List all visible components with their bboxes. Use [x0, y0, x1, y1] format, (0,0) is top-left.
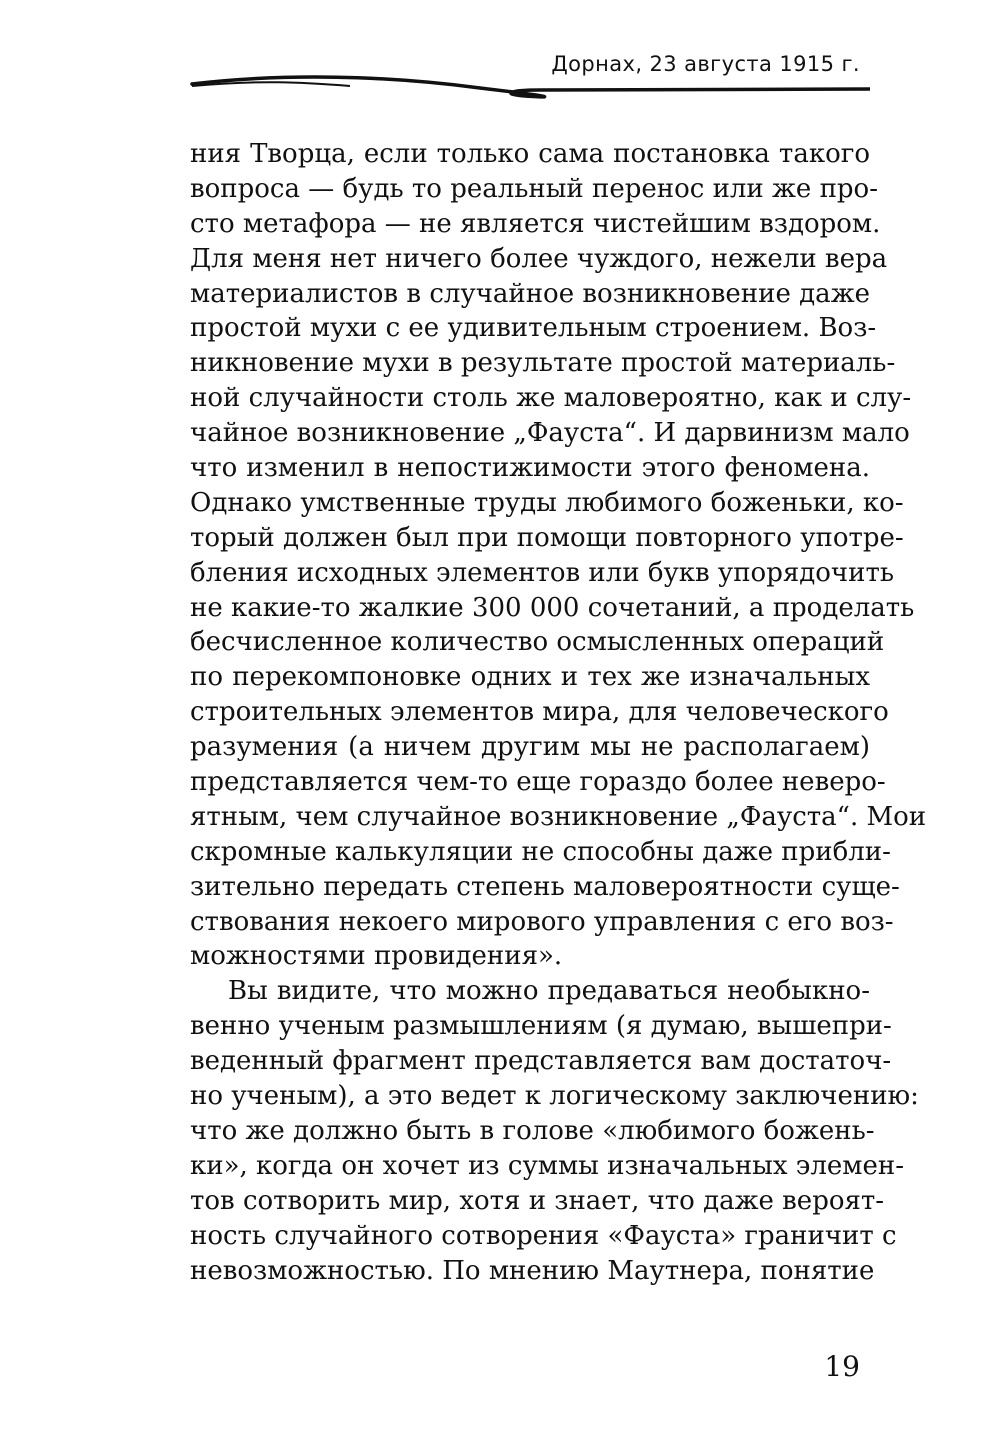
text-line: веденный фрагмент представляется вам достаточ- — [190, 1046, 892, 1077]
text-line: ятным, чем случайное возникновение „Фауста“. Мои — [190, 801, 927, 832]
text-line: вопроса — будь то реальный перенос или же про- — [190, 173, 878, 204]
header-swash-rule — [180, 72, 870, 102]
text-line: зительно передать степень маловероятности суще- — [190, 871, 900, 902]
page-number: 19 — [824, 1350, 860, 1383]
text-line: сто метафора — не является чистейшим вздором. — [190, 208, 881, 239]
text-line: строительных элементов мира, для человеческого — [190, 697, 889, 728]
text-line: по перекомпоновке одних и тех же изначальных — [190, 662, 870, 693]
text-line: Однако умственные труды любимого боженьки, ко- — [190, 487, 904, 518]
text-line: ки», когда он хочет из суммы изначальных элемен- — [190, 1150, 904, 1181]
running-title: Дорнах, 23 августа 1915 г. — [551, 52, 860, 76]
paragraph-2 — [190, 974, 919, 1288]
text-line: тов сотворить мир, хотя и знает, что даже вероят- — [190, 1185, 885, 1216]
text-line: скромные калькуляции не способны даже прибли- — [190, 836, 891, 867]
text-line: но ученым), а это ведет к логическому заключению: — [190, 1081, 919, 1112]
text-line: представляется чем-то еще гораздо более неверо- — [190, 767, 886, 798]
paragraph-1 — [190, 137, 927, 974]
text-line: венно ученым размышлениям (я думаю, вышепри- — [190, 1011, 892, 1042]
text-line: ния Творца, если только сама постановка такого — [190, 139, 870, 169]
text-line: можностями провидения». — [190, 941, 563, 972]
body-text — [190, 137, 927, 1288]
text-line: что изменил в непостижимости этого феномена. — [190, 453, 870, 484]
text-line: бесчисленное количество осмысленных операций — [190, 627, 885, 658]
text-line: никновение мухи в результате простой материаль- — [190, 348, 896, 379]
text-line: невозможностью. По мнению Маутнера, понятие — [190, 1255, 875, 1286]
text-line: Вы видите, что можно предаваться необыкно- — [228, 976, 870, 1007]
text-line: ность случайного сотворения «Фауста» граничит с — [190, 1220, 897, 1251]
text-line: простой мухи с ее удивительным строением. Воз- — [190, 313, 877, 344]
text-line: ной случайности столь же маловероятно, как и слу- — [190, 383, 912, 414]
text-line: бления исходных элементов или букв упорядочить — [190, 557, 894, 588]
text-line: чайное возникновение „Фауста“. И дарвинизм мало — [190, 418, 910, 449]
text-line: торый должен был при помощи повторного употре- — [190, 522, 904, 553]
text-line: Для меня нет ничего более чуждого, нежели вера — [190, 243, 888, 274]
text-line: что же должно быть в голове «любимого божень- — [190, 1115, 875, 1146]
text-line: ствования некоего мирового управления с его воз- — [190, 906, 894, 937]
text-line: разумения (а ничем другим мы не располагаем) — [190, 732, 870, 763]
text-line: не какие-то жалкие 300 000 сочетаний, а проделать — [190, 592, 915, 623]
text-line: материалистов в случайное возникновение даже — [190, 278, 870, 309]
